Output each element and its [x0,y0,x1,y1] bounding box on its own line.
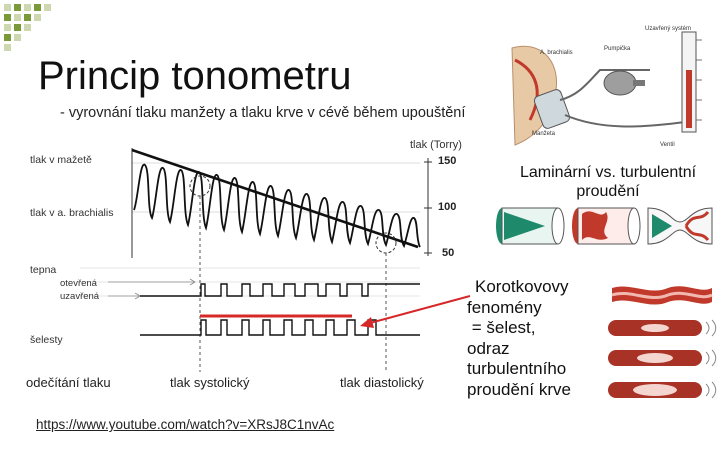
korotkoff-vessel-illustrations [608,286,716,398]
label-cuff-pressure: tlak v mažetě [30,154,92,166]
flow-heading [500,163,716,201]
apparatus-label-artery: A. brachialis [540,50,573,56]
stenosis-flow-tube [648,208,712,244]
label-pressure-reading: odečítání tlaku [26,375,111,390]
corner-squares-decoration [4,4,51,51]
korotkoff-description [467,277,571,400]
artery-pulse-train [140,284,420,296]
korotkoff-line-2: fenomény [467,297,542,317]
slide-title: Princip tonometru [38,54,352,98]
axis-title: tlak (Torry) [410,139,462,151]
flow-comparison-illustration [496,208,712,244]
apparatus-label-valve: Ventil [660,142,675,148]
laminar-flow-tube [496,208,564,244]
label-open: otevřená [60,278,97,289]
sounds-pulse-train [140,320,420,335]
korotkoff-line-6: proudění krve [467,379,571,399]
vessel-open [612,286,712,304]
apparatus-label-bulb: Pumpička [604,46,631,52]
slide-subtitle: - vyrovnání tlaku manžety a tlaku krve v cévě během upouštění [60,105,466,121]
axis-tick-100: 100 [438,201,457,213]
cuff-pressure-line [132,150,418,247]
flow-heading-line1: Laminární vs. turbulentní [519,164,697,181]
apparatus-label-system: Uzavřený systém [645,26,692,32]
korotkoff-line-1: Korotkovovy [475,277,569,296]
tonometer-graph [80,148,470,372]
turbulent-flow-tube [572,208,640,244]
artery-pressure-waveform [134,165,420,247]
korotkoff-line-5: turbulentního [467,359,567,378]
label-artery: tepna [30,264,57,276]
axis-tick-150: 150 [438,155,457,167]
label-systolic: tlak systolický [170,375,250,390]
flow-heading-line2: proudění [576,183,640,200]
korotkoff-line-3: = šelest, [467,318,536,337]
vessel-compressed-3 [608,382,716,398]
apparatus-label-cuff: Manžeta [532,131,556,137]
label-closed: uzavřená [60,291,100,302]
vessel-compressed-1 [608,320,716,336]
vessel-compressed-2 [608,350,716,366]
label-artery-pressure: tlak v a. brachialis [30,207,114,219]
axis-tick-50: 50 [442,247,455,259]
label-sounds: šelesty [30,334,63,346]
korotkoff-pointer-arrow [370,296,470,323]
label-diastolic: tlak diastolický [340,375,424,390]
korotkoff-line-4: odraz [467,338,510,358]
youtube-link[interactable]: https://www.youtube.com/watch?v=XRsJ8C1nvAc [36,417,335,432]
